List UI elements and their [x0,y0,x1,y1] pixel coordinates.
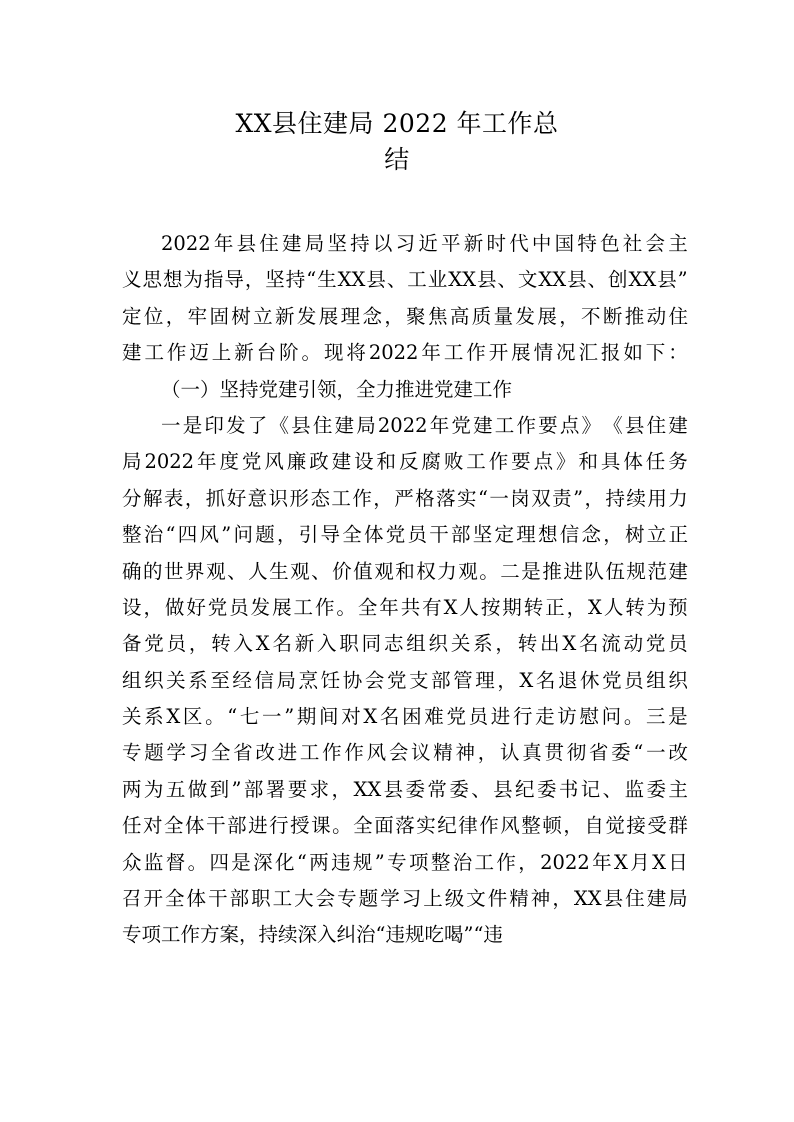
text-line: 定 位 ， 牢 固 树 立 新 发 展 理 念 ， 聚 焦 高 质 量 发 展 ， 不 断 推 动 住 [122,304,688,328]
text-line: 组 织 关 系 至 经 信 局 烹 饪 协 会 党 支 部 管 理 ， X 名 退 休 党 员 组 织 [122,668,688,692]
text-line: 一 是 印 发 了 《 县 住 建 局 2022 年 党 建 工 作 要 点 》 《 县 住 建 [161,413,688,437]
text-line: 义 思 想 为 指 导 ， 坚 持 “ 生 XX 县 、 工 业 XX 县 、 文 XX 县 、 创 XX 县 ” [122,268,688,292]
title-line-2: 结 [384,145,410,174]
text-line: 众 监 督 。 四 是 深 化 “ 两 违 规 ” 专 项 整 治 工 作 ， 2022 年 X 月 X 日 [122,850,688,874]
title-line-1: XX县住建局 2022 年工作总 [235,109,559,138]
text-line: 专 题 学 习 全 省 改 进 工 作 作 风 会 议 精 神 ， 认 真 贯 彻 省 委 “ 一 改 [122,741,688,765]
document-body [122,226,688,954]
text-line: （一）坚持党建引领，全力推进党建工作 [161,377,513,401]
text-line: 建 工 作 迈 上 新 台 阶 。 现 将 2022 年 工 作 开 展 情 况 汇 报 如 下 ： [122,341,688,365]
text-line: 专项工作方案，持续深入纠治“违规吃喝”“违 [122,923,503,947]
text-line: 整 治 “ 四 风 ” 问 题 ， 引 导 全 体 党 员 干 部 坚 定 理 想 信 念 ， 树 立 正 [122,523,688,547]
text-line: 设 ， 做 好 党 员 发 展 工 作 。 全 年 共 有 X 人 按 期 转 正 ， X 人 转 为 预 [122,595,688,619]
text-line: 局 2022 年 度 党 风 廉 政 建 设 和 反 腐 败 工 作 要 点 》 和 具 体 任 务 [122,450,688,474]
text-line: 召 开 全 体 干 部 职 工 大 会 专 题 学 习 上 级 文 件 精 神 ， XX 县 住 建 局 [122,887,688,911]
text-line: 备 党 员 ， 转 入 X 名 新 入 职 同 志 组 织 关 系 ， 转 出 X 名 流 动 党 员 [122,632,688,656]
text-line: 分 解 表 ， 抓 好 意 识 形 态 工 作 ， 严 格 落 实 “ 一 岗 双 责 ” ， 持 续 用 力 [122,486,688,510]
text-line: 确 的 世 界 观 、 人 生 观 、 价 值 观 和 权 力 观 。 二 是 推 进 队 伍 规 范 建 [122,559,688,583]
text-line: 2022 年 县 住 建 局 坚 持 以 习 近 平 新 时 代 中 国 特 色 社 会 主 [161,232,688,255]
text-line: 两 为 五 做 到 ” 部 署 要 求 ， XX 县 委 常 委 、 县 纪 委 书 记 、 监 委 主 [122,777,688,801]
text-line: 任 对 全 体 干 部 进 行 授 课 。 全 面 落 实 纪 律 作 风 整 顿 ， 自 觉 接 受 群 [122,814,688,838]
text-line: 关 系 X 区 。 “ 七 一 ” 期 间 对 X 名 困 难 党 员 进 行 走 访 慰 问 。 三 是 [122,705,688,729]
